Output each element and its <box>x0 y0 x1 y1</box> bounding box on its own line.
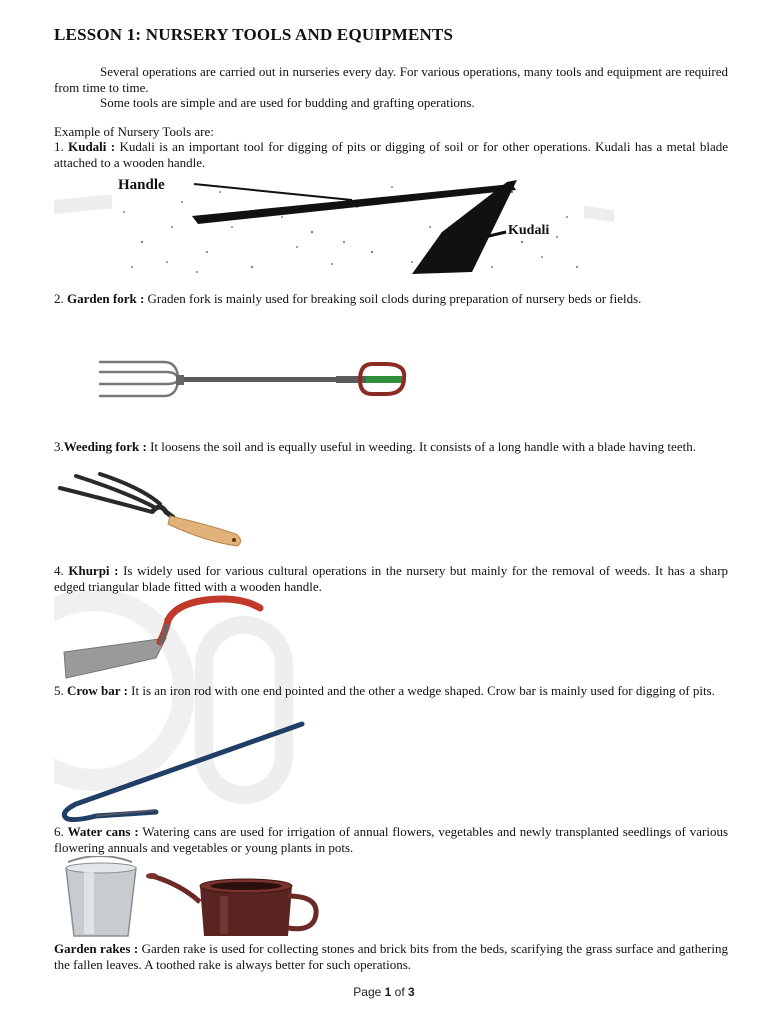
tool-name: Garden fork : <box>67 291 145 306</box>
metal-bucket <box>66 856 136 936</box>
tool-description: Is widely used for various cultural operations in the nursery but mainly for the removal of weeds. It has a sharp edged triangular blade fitted with a wooden handle. <box>54 563 729 594</box>
tool-item-garden-rakes <box>54 941 728 972</box>
tool-item-kudali <box>54 139 728 170</box>
tool-name: Weeding fork : <box>63 439 147 454</box>
tool-description: Watering cans are used for irrigation of annual flowers, vegetables and newly transplanted seedlings of various flowering annuals and vegetables or young plants in pots. <box>54 824 728 855</box>
tool-number: 5. <box>54 683 64 698</box>
tool-item-crow-bar <box>54 683 728 699</box>
list-heading: Example of Nursery Tools are: <box>54 124 214 139</box>
footer-mid: of <box>391 985 409 999</box>
tool-number: 1. <box>54 139 64 154</box>
kudali-image <box>112 172 584 278</box>
tool-item-garden-fork <box>54 291 728 307</box>
tool-description: It loosens the soil and is equally useful in weeding. It consists of a long handle with a blade having teeth. <box>146 439 696 454</box>
handle-label: Handle <box>118 177 165 193</box>
weeding-fork-image <box>56 472 246 554</box>
footer-prefix: Page <box>353 985 385 999</box>
tool-number: 6. <box>54 824 64 839</box>
tool-description: Kudali is an important tool for digging of pits or digging of soil or for other operations. Kudali has a metal blade attached to a wooden handle. <box>54 139 729 170</box>
tool-description: Garden rake is used for collecting stones and brick bits from the beds, scarifying the grass surface and gathering the fallen leaves. A toothed rake is always better for such operations. <box>54 941 728 972</box>
garden-fork-image <box>96 356 408 404</box>
tool-item-khurpi <box>54 563 728 594</box>
footer-current-page: 1 <box>384 985 392 999</box>
tool-name: Khurpi : <box>68 563 119 578</box>
page-footer <box>0 985 768 999</box>
tool-name: Garden rakes : <box>54 941 139 956</box>
page-title: LESSON 1: NURSERY TOOLS AND EQUIPMENTS <box>54 25 454 44</box>
kudali-label: Kudali <box>508 223 550 238</box>
tool-name: Kudali : <box>68 139 116 154</box>
intro-paragraph-2: Some tools are simple and are used for budding and grafting operations. <box>100 95 475 110</box>
tool-item-water-cans <box>54 824 728 855</box>
tool-description: Graden fork is mainly used for breaking soil clods during preparation of nursery beds or fields. <box>144 291 642 306</box>
tool-number: 2. <box>54 291 64 306</box>
tool-item-weeding-fork <box>54 439 728 455</box>
footer-total-pages: 3 <box>408 985 415 999</box>
copper-watering-can <box>146 873 316 936</box>
khurpi-image <box>56 594 266 680</box>
tool-number: 3. <box>54 439 64 454</box>
water-cans-image <box>60 856 324 940</box>
tool-description: It is an iron rod with one end pointed and the other a wedge shaped. Crow bar is mainly used for digging of pits. <box>127 683 715 698</box>
tool-name: Water cans : <box>67 824 139 839</box>
tool-name: Crow bar : <box>67 683 128 698</box>
tool-number: 4. <box>54 563 64 578</box>
crow-bar-image <box>56 720 308 824</box>
intro-paragraph-1: Several operations are carried out in nurseries every day. For various operations, many tools and equipment are required from time to time. <box>54 64 728 95</box>
